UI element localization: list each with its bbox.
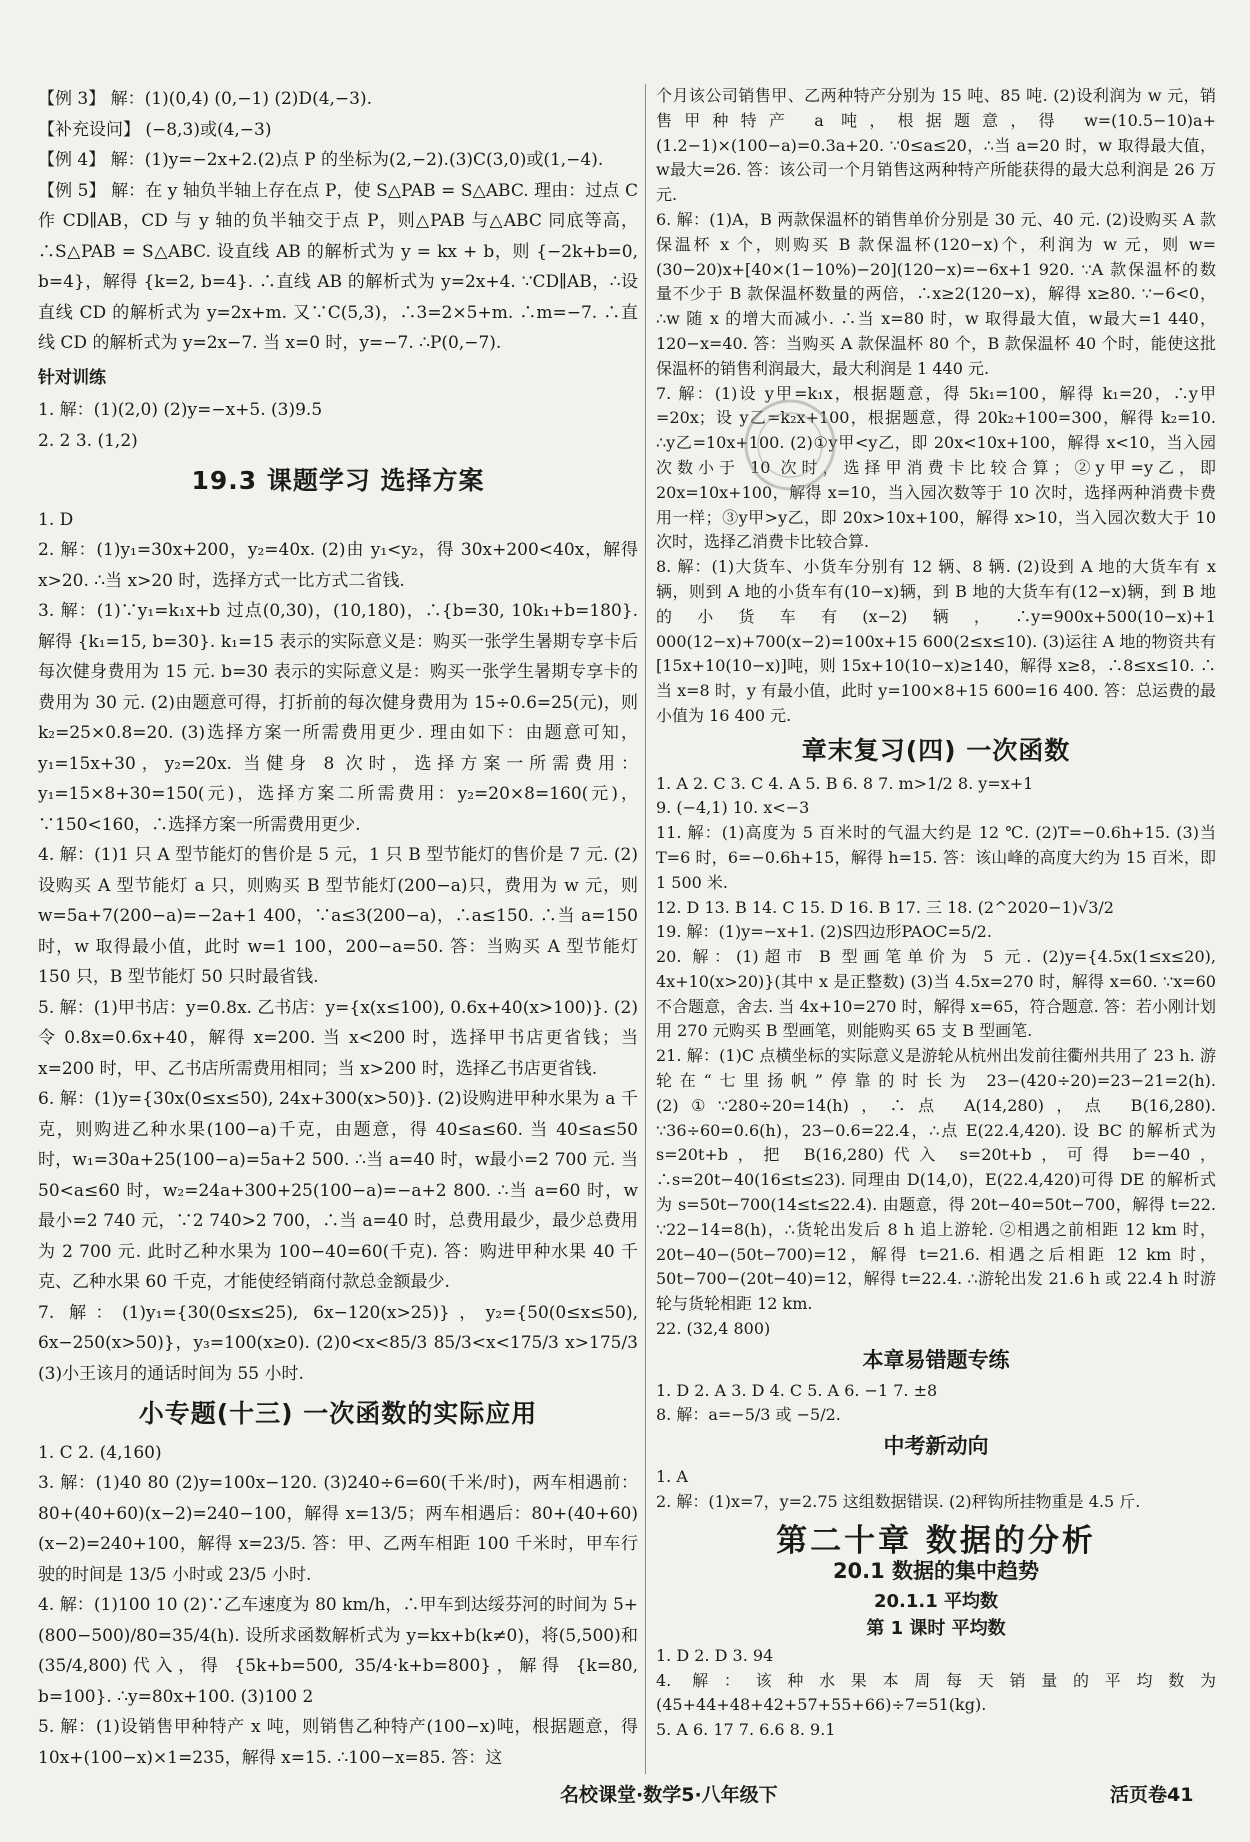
section-20-1-1-title: 20.1.1 平均数 xyxy=(873,1591,999,1613)
column-divider xyxy=(645,84,646,1774)
answer-2: 2. 解：(1)y₁=30x+200，y₂=40x. (2)由 y₁<y₂，得 30x+200<40x，解得 x>20. ∴当 x>20 时，选择方式一比方式二省钱. xyxy=(38,540,638,591)
answer-4: 4. 解：(1)1 只 A 型节能灯的售价是 5 元，1 只 B 型节能灯的售价是 7 元. (2)设购买 A 型节能灯 a 只，则购买 B 型节能灯(200−a)只，费用为 w 元，则 w=5a+7(200−a)=−2a+1 400，∵a≤3(200−a)，∴a≤150. ∴当 a=150 时，w 取得最小值，此时 w=1 100，200−a=50. 答：当购买 A 型节能灯 150 只，B 型节能灯 50 只时最省钱. xyxy=(38,845,638,987)
topic-answer-6: 6. 解：(1)A，B 两款保温杯的销售单价分别是 30 元、40 元. (2)设购买 A 款保温杯 x 个，则购买 B 款保温杯(120−x)个，利润为 w 元，则 w=(30−20)x+[40×(1−10%)−20](120−x)=−6x+1 920. ∵A 款保温杯的数量不少于 B 款保温杯数量的两倍，∴x≥2(120−x)，解得 x≥80. ∵−6<0，∴w 随 x 的增大而减小. ∴当 x=80 时，w 取得最大值，w最大=1 440，120−x=40. 答：当购买 A 款保温杯 80 个，B 款保温杯 40 个时，能使这批保温杯的销售利润最大，最大利润是 1 440 元. xyxy=(656,209,1216,378)
section-20-1-title: 20.1 数据的集中趋势 xyxy=(832,1559,1040,1584)
supplement-question: 【补充设问】 (−8,3)或(4,−3) xyxy=(38,119,272,140)
topic-13-title: 小专题(十三) 一次函数的实际应用 xyxy=(138,1399,538,1428)
answer-3: 3. 解：(1)∵y₁=k₁x+b 过点(0,30)，(10,180)，∴{b=30, 10k₁+b=180}. 解得 {k₁=15, b=30}. k₁=15 表示的实际意义是：购买一张学生暑期专享卡后每次健身费用为 15 元. b=30 表示的实际意义是：购买一张学生暑期专享卡的费用为 30 元. (2)由题意可得，打折前的每次健身费用为 15÷0.6=25(元)，则 k₂=25×0.8=20. (3)选择方案一所需费用更少. 理由如下：由题意可知，y₁=15x+30，y₂=20x. 当健身 8 次时，选择方案一所需费用：y₁=15×8+30=150(元)，选择方案二所需费用：y₂=20×8=160(元)，∵150<160，∴选择方案一所需费用更少. xyxy=(38,601,638,835)
footer-page-number: 活页卷41 xyxy=(1110,1784,1194,1806)
practice-item-1: 1. 解：(1)(2,0) (2)y=−x+5. (3)9.5 xyxy=(38,400,323,420)
error-practice-title: 本章易错题专练 xyxy=(862,1347,1010,1372)
practice-item-2-3: 2. 2 3. (1,2) xyxy=(38,430,138,451)
topic-answer-8: 8. 解：(1)大货车、小货车分别有 12 辆、8 辆. (2)设到 A 地的大货车有 x 辆，则到 A 地的小货车有(10−x)辆，到 B 地的大货车有(12−x)辆，到 B 地的小货车有(x−2)辆，∴y=900x+500(10−x)+1 000(12−x)+700(x−2)=100x+15 600(2≤x≤10). (3)运往 A 地的物资共有[15x+10(10−x)]吨，则 15x+10(10−x)≥140，解得 x≥8，∴8≤x≤10. ∴当 x=8 时，y 有最小值，此时 y=100×8+15 600=16 400. 答：总运费的最小值为 16 400 元. xyxy=(656,557,1216,725)
review-answer-22: 22. (32,4 800) xyxy=(656,1319,771,1339)
answer-6: 6. 解：(1)y={30x(0≤x≤50), 24x+300(x>50)}. (2)设购进甲种水果为 a 千克，则购进乙种水果(100−a)千克，由题意，得 40≤a≤60. 当 40≤a≤50 时，w₁=30a+25(100−a)=5a+2 500. ∴当 a=40 时，w最小=2 700 元. 当 50<a≤60 时，w₂=24a+300+25(100−a)=−a+2 800. ∴当 a=60 时，w最小=2 740 元，∵2 740>2 700，∴当 a=40 时，总费用最少，最少总费用为 2 700 元. 此时乙种水果为 100−40=60(千克). 答：购进甲种水果 40 千克、乙种水果 60 千克，才能使经销商付款总金额最少. xyxy=(38,1089,638,1292)
example-3: 【例 3】 解：(1)(0,4) (0,−1) (2)D(4,−3). xyxy=(38,89,373,109)
example-5: 【例 5】 解：在 y 轴负半轴上存在点 P，使 S△PAB = S△ABC. 理由：过点 C 作 CD∥AB，CD 与 y 轴的负半轴交于点 P，则△PAB 与△ABC 同底等高，∴S△PAB = S△ABC. 设直线 AB 的解析式为 y = kx + b，则 {−2k+b=0, b=4}，解得 {k=2, b=4}. ∴直线 AB 的解析式为 y=2x+4. ∵CD∥AB，∴设直线 CD 的解析式为 y=2x+m. 又∵C(5,3)，∴3=2×5+m. ∴m=−7. ∴直线 CD 的解析式为 y=2x−7. 当 x=0 时，y=−7. ∴P(0,−7). xyxy=(38,180,638,353)
review-answer-19: 19. 解：(1)y=−x+1. (2)S四边形PAOC=5/2. xyxy=(656,922,992,942)
section-19-3-title: 19.3 课题学习 选择方案 xyxy=(191,466,485,495)
review-answer-11: 11. 解：(1)高度为 5 百米时的气温大约是 12 ℃. (2)T=−0.6h+15. (3)当 T=6 时，6=−0.6h+15，解得 h=15. 答：该山峰的高度大约为 15 百米，即 1 500 米. xyxy=(656,823,1216,892)
lesson-1-title: 第 1 课时 平均数 xyxy=(866,1618,1006,1640)
topic-answer-4: 4. 解：(1)100 10 (2)∵乙车速度为 80 km/h，∴甲车到达绥芬河的时间为 5+(800−500)/80=35/4(h). 设所求函数解析式为 y=kx+b(k≠0)，将(5,500)和(35/4,800)代入，得 {5k+b=500, 35/4·k+b=800}，解得 {k=80, b=100}. ∴y=80x+100. (3)100 2 xyxy=(38,1595,638,1707)
answer-7: 7. 解：(1)y₁={30(0≤x≤25), 6x−120(x>25)}，y₂={50(0≤x≤50), 6x−250(x>50)}，y₃=100(x≥0). (2)0<x<85/3 85/3<x<175/3 x>175/3 (3)小王该月的通话时间为 55 小时. xyxy=(38,1302,638,1384)
mean-answer-4: 4. 解：该种水果本周每天销量的平均数为(45+44+48+42+57+55+66)÷7=51(kg). xyxy=(656,1670,1216,1715)
error-answers-1-7: 1. D 2. A 3. D 4. C 5. A 6. −1 7. ±8 xyxy=(656,1380,938,1400)
chapter-review-title: 章末复习(四) 一次函数 xyxy=(801,735,1071,765)
review-answers-9-10: 9. (−4,1) 10. x<−3 xyxy=(656,798,810,818)
review-answer-21: 21. 解：(1)C 点横坐标的实际意义是游轮从杭州出发前往衢州共用了 23 h. 游轮在“七里扬帆”停靠的时长为 23−(420÷20)=23−21=2(h). (2)①∵280÷20=14(h)，∴点 A(14,280)，点 B(16,280). ∵36÷60=0.6(h)，23−0.6=22.4，∴点 E(22.4,420). 设 BC 的解析式为 s=20t+b，把 B(16,280)代入 s=20t+b，可得 b=−40，∴s=20t−40(16≤t≤23). 同理由 D(14,0)，E(22.4,420)可得 DE 的解析式为 s=50t−700(14≤t≤22.4). 由题意，得 20t−40=50t−700，解得 t=22. ∵22−14=8(h)，∴货轮出发后 8 h 追上游轮. ②相遇之前相距 12 km 时，20t−40−(50t−700)=12，解得 t=21.6. 相遇之后相距 12 km 时，50t−700−(20t−40)=12，解得 t=22.4. ∴游轮出发 21.6 h 或 22.4 h 时游轮与货轮相距 12 km. xyxy=(656,1046,1216,1314)
topic-answer-7: 7. 解：(1)设 y甲=k₁x，根据题意，得 5k₁=100，解得 k₁=20，∴y甲=20x；设 y乙=k₂x+100，根据题意，得 20k₂+100=300，解得 k₂=10. ∴y乙=10x+100. (2)①y甲<y乙，即 20x<10x+100，解得 x<10，当入园次数小于 10 次时，选择甲消费卡比较合算；②y甲=y乙，即 20x=10x+100，解得 x=10，当入园次数等于 10 次时，选择两种消费卡费用一样；③y甲>y乙，即 20x>10x+100，解得 x>10，当入园次数大于 10 次时，选择乙消费卡比较合算. xyxy=(656,383,1216,552)
review-answers-12-18: 12. D 13. B 14. C 15. D 16. B 17. 三 18. (2^2020−1)√3/2 xyxy=(656,897,1114,917)
review-answers-1-8: 1. A 2. C 3. C 4. A 5. B 6. 8 7. m>1/2 8. y=x+1 xyxy=(656,773,1034,793)
chapter-20-title: 第二十章 数据的分析 xyxy=(776,1522,1096,1559)
left-column xyxy=(38,84,638,1773)
error-answer-8: 8. 解：a=−5/3 或 −5/2. xyxy=(656,1405,841,1425)
practice-heading: 针对训练 xyxy=(38,367,106,388)
review-answer-20: 20. 解：(1)超市 B 型画笔单价为 5 元. (2)y={4.5x(1≤x≤20), 4x+10(x>20)}(其中 x 是正整数) (3)当 4.5x=270 时，解得 x=60. ∵x=60 不合题意，舍去. 当 4x+10=270 时，解得 x=65，符合题意. 答：若小刚计划用 270 元购买 B 型画笔，则能购买 65 支 B 型画笔. xyxy=(656,947,1216,1041)
stamp-watermark xyxy=(740,395,840,495)
right-column xyxy=(656,84,1216,1743)
answer-1: 1. D xyxy=(38,509,74,530)
topic-answer-1-2: 1. C 2. (4,160) xyxy=(38,1442,162,1463)
topic-answer-5: 5. 解：(1)设销售甲种特产 x 吨，则销售乙种特产(100−x)吨，根据题意，得 10x+(100−x)×1=235，解得 x=15. ∴100−x=85. 答：这 xyxy=(38,1717,638,1768)
topic-answer-3: 3. 解：(1)40 80 (2)y=100x−120. (3)240÷6=60(千米/时)，两车相遇前：80+(40+60)(x−2)=240−100，解得 x=13/5；两车相遇后：80+(40+60)(x−2)=240+100，解得 x=23/5. 答：甲、乙两车相距 100 千米时，甲车行驶的时间是 13/5 小时或 23/5 小时. xyxy=(38,1473,638,1585)
footer-book-info: 名校课堂·数学5·八年级下 xyxy=(560,1784,778,1806)
mean-answers-5-8: 5. A 6. 17 7. 6.6 8. 9.1 xyxy=(656,1720,836,1740)
exam-answer-2: 2. 解：(1)x=7，y=2.75 这组数据错误. (2)秤钩所挂物重是 4.5 斤. xyxy=(656,1491,1141,1511)
exam-trends-title: 中考新动向 xyxy=(883,1434,989,1459)
exam-answer-1: 1. A xyxy=(656,1467,688,1487)
answer-5: 5. 解：(1)甲书店：y=0.8x. 乙书店：y={x(x≤100), 0.6x+40(x>100)}. (2)令 0.8x=0.6x+40，解得 x=200. 当 x<200 时，选择甲书店更省钱；当 x=200 时，甲、乙书店所需费用相同；当 x>200 时，选择乙书店更省钱. xyxy=(38,997,638,1079)
topic-answer-5-continued: 个月该公司销售甲、乙两种特产分别为 15 吨、85 吨. (2)设利润为 w 元，销售甲种特产 a 吨，根据题意，得 w=(10.5−10)a+(1.2−1)×(100−a)=0.3a+20. ∵0≤a≤20，∴当 a=20 时，w 取得最大值，w最大=26. 答：该公司一个月销售这两种特产所能获得的最大总利润是 26 万元. xyxy=(656,86,1216,205)
example-4: 【例 4】 解：(1)y=−2x+2.(2)点 P 的坐标为(2,−2).(3)C(3,0)或(1,−4). xyxy=(38,150,604,170)
mean-answers-1-3: 1. D 2. D 3. 94 xyxy=(656,1645,774,1665)
